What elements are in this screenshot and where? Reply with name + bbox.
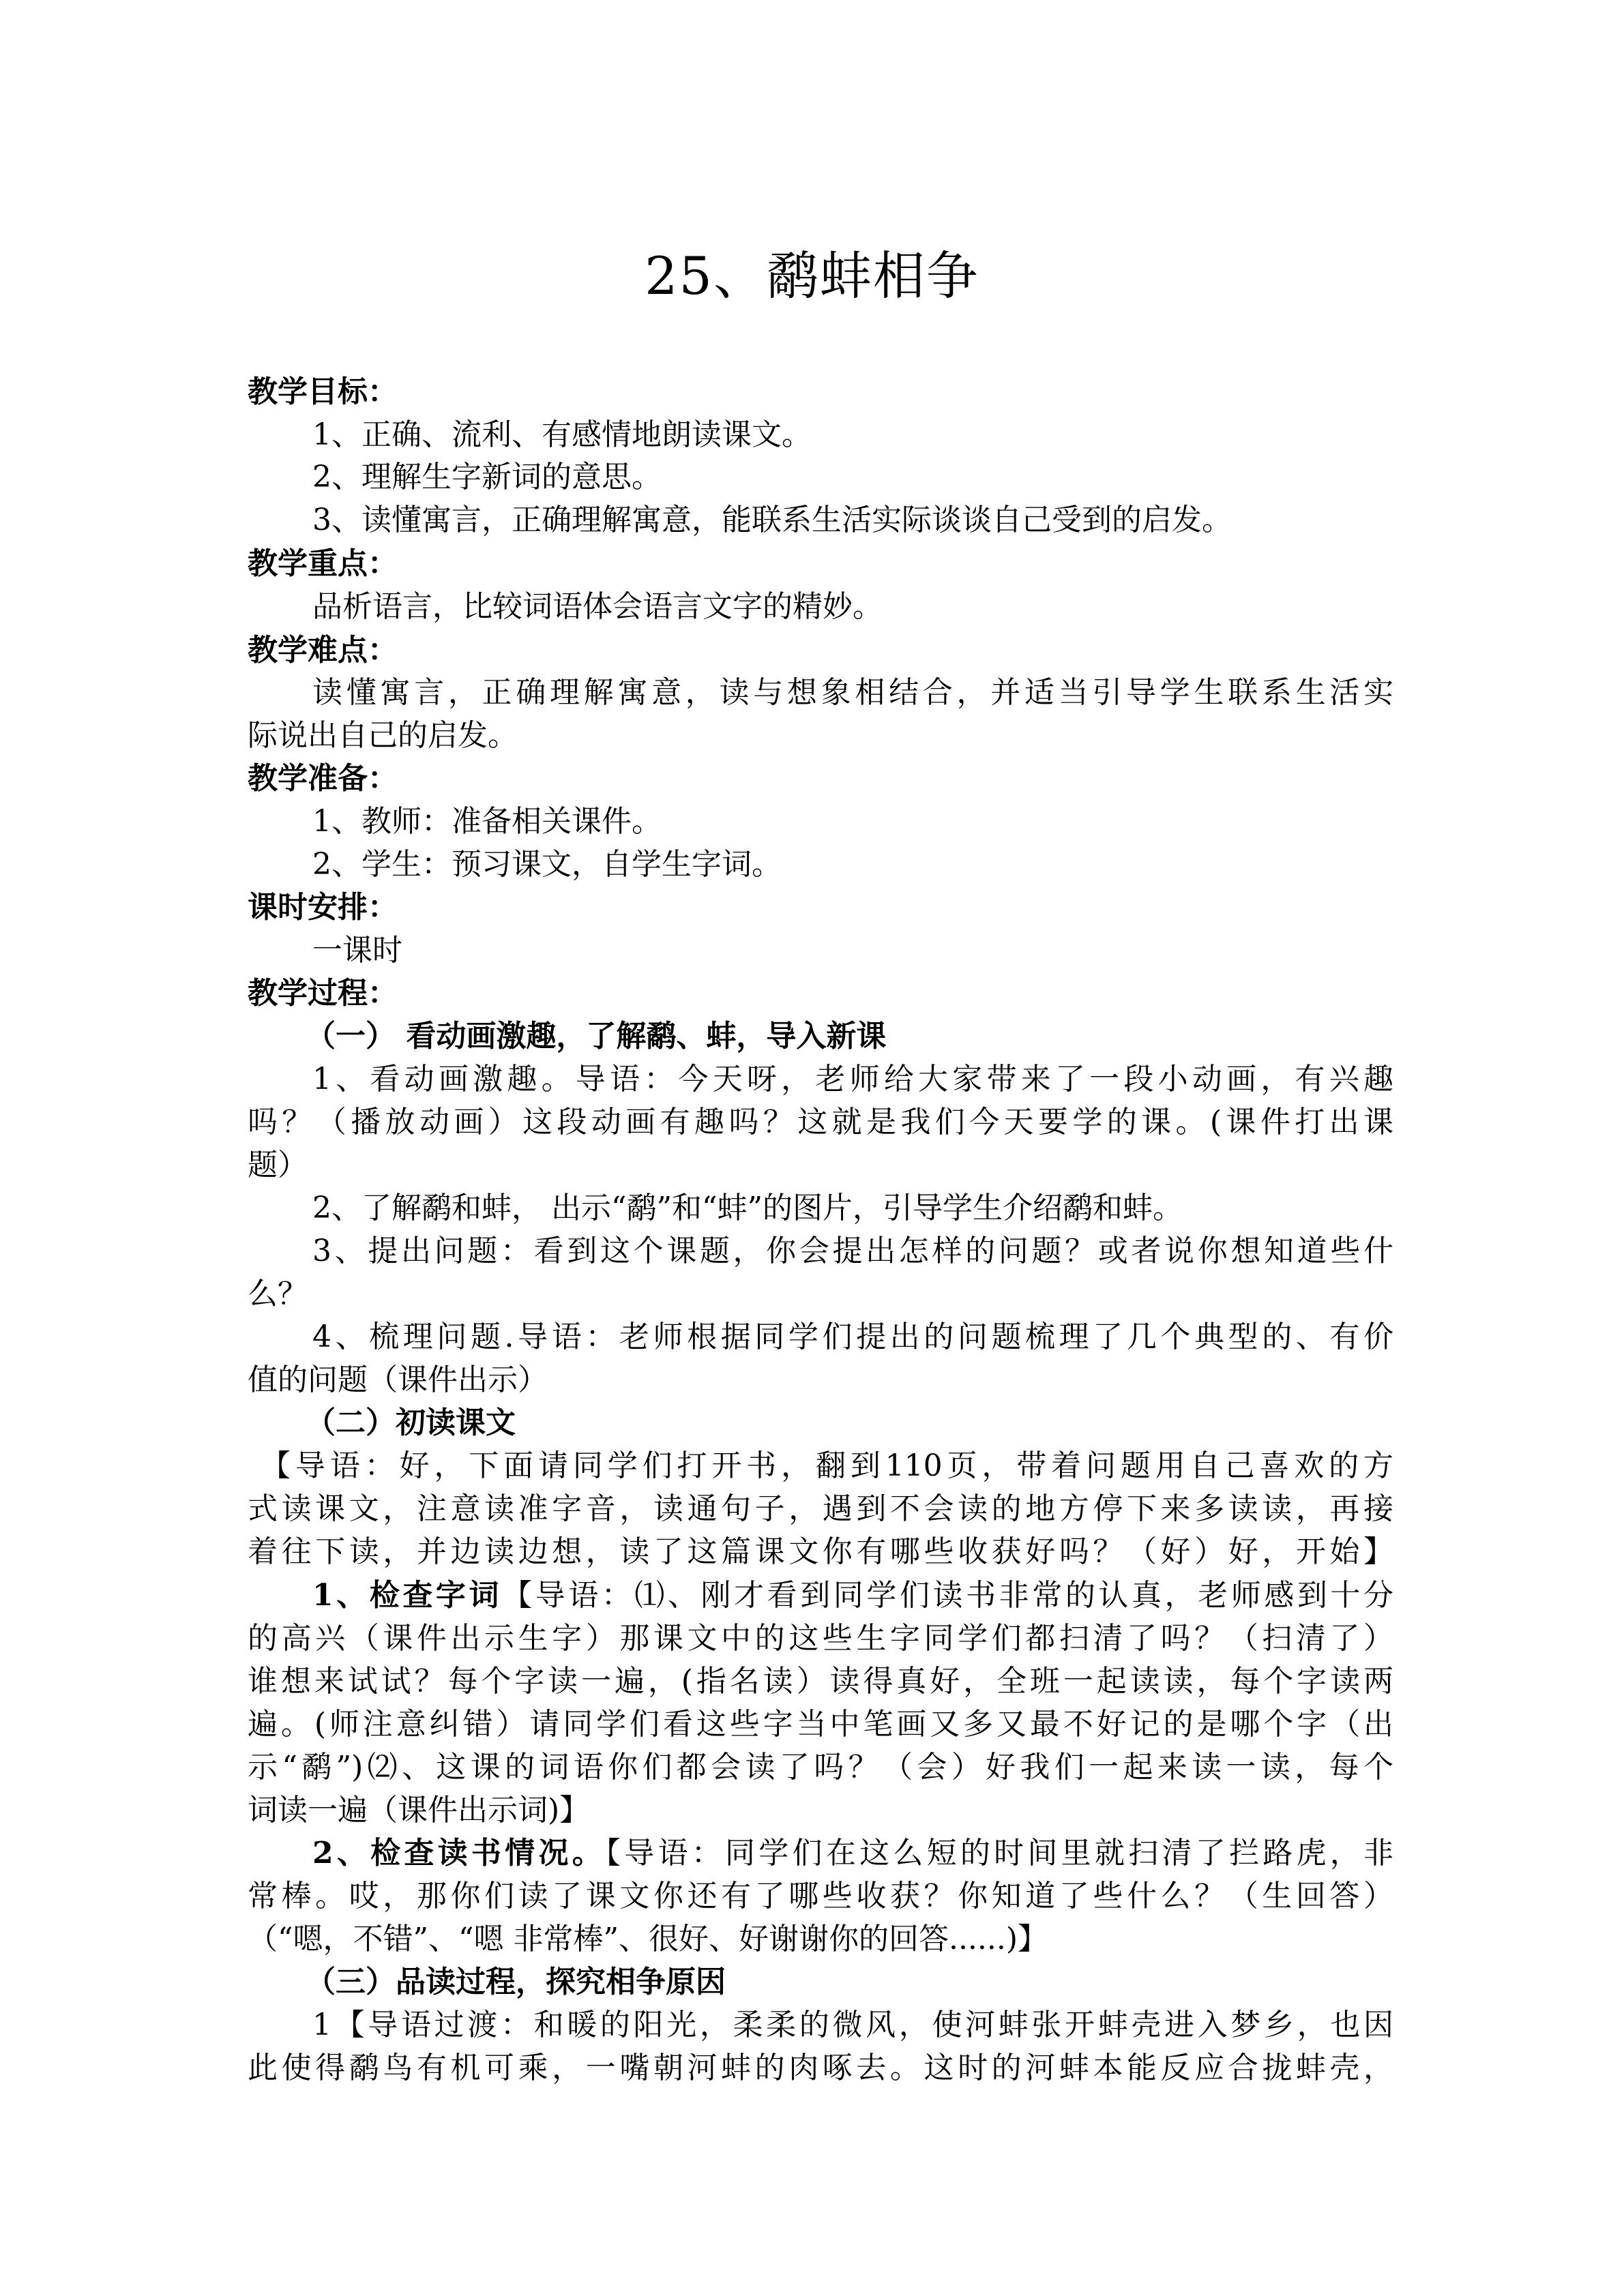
paragraph-line: 示“鹬”)⑵、这课的词语你们都会读了吗？（会）好我们一起来读一读，每个: [248, 1750, 1393, 1785]
paragraph-line: 值的问题（课件出示）: [248, 1362, 548, 1397]
section-heading-schedule: 课时安排：: [248, 890, 398, 925]
section-heading-key-points: 教学重点：: [248, 546, 398, 581]
paragraph-line: 1【导语过渡：和暖的阳光，柔柔的微风，使河蚌张开蚌壳进入梦乡，也因: [312, 2008, 1393, 2042]
paragraph-line: [312, 1833, 1393, 1874]
preparation-item: 2、学生：预习课文，自学生字词。: [312, 847, 782, 882]
inline-bold-label: 1、检查字词: [312, 1578, 503, 1613]
paragraph-line: 遍。(师注意纠错）请同学们看这些字当中笔画又多又最不好记的是哪个字（出: [248, 1707, 1393, 1742]
paragraph-line: 的高兴（课件出示生字）那课文中的这些生字同学们都扫清了吗？（扫清了）: [248, 1621, 1393, 1656]
subsection-heading: （二）初读课文: [306, 1405, 516, 1440]
subsection-heading: （一） 看动画激趣，了解鹬、蚌，导入新课: [306, 1019, 887, 1054]
section-heading-difficulties: 教学难点：: [248, 633, 398, 668]
paragraph-line: 式读课文，注意读准字音，读通句子，遇到不会读的地方停下来多读读，再接: [248, 1491, 1393, 1526]
page-title: 25、鹬蚌相争: [645, 245, 979, 306]
paragraph-line: 【导语：好，下面请同学们打开书，翻到110页，带着问题用自己喜欢的方: [261, 1448, 1393, 1483]
section-heading-preparation: 教学准备：: [248, 761, 398, 796]
paragraph-line: 吗？（播放动画）这段动画有趣吗？这就是我们今天要学的课。(课件打出课: [248, 1105, 1393, 1139]
paragraph-line: 词读一遍（课件出示词)】: [248, 1793, 590, 1828]
paragraph-line: 读懂寓言，正确理解寓意，读与想象相结合，并适当引导学生联系生活实: [312, 675, 1393, 710]
paragraph-line: 常棒。哎，那你们读了课文你还有了哪些收获？你知道了些什么？（生回答）: [248, 1879, 1393, 1913]
paragraph-line: 题）: [248, 1148, 308, 1182]
paragraph-rest: 【导语：⑴、刚才看到同学们读书非常的认真，老师感到十分: [502, 1578, 1393, 1613]
section-heading-objectives: 教学目标：: [248, 374, 398, 409]
paragraph-line: 谁想来试试？每个字读一遍，(指名读）读得真好，全班一起读读，每个字读两: [248, 1664, 1393, 1699]
paragraph-line: 此使得鹬鸟有机可乘，一嘴朝河蚌的肉啄去。这时的河蚌本能反应合拢蚌壳，: [248, 2051, 1393, 2085]
inline-bold-label: 2、检查读书情况。: [312, 1836, 606, 1870]
paragraph-line: （“嗯，不错”、“嗯 非常棒”、很好、好谢谢你的回答......)】: [248, 1922, 1048, 1956]
objective-item: 3、读懂寓言，正确理解寓意，能联系生活实际谈谈自己受到的启发。: [312, 503, 1232, 537]
paragraph-line: 3、提出问题：看到这个课题，你会提出怎样的问题？或者说你想知道些什: [312, 1234, 1393, 1268]
paragraph-line: 4、梳理问题.导语：老师根据同学们提出的问题梳理了几个典型的、有价: [312, 1320, 1393, 1354]
preparation-item: 1、教师：准备相关课件。: [312, 804, 662, 839]
paragraph-line: 品析语言，比较词语体会语言文字的精妙。: [312, 589, 883, 624]
paragraph-line: 1、看动画激趣。导语：今天呀，老师给大家带来了一段小动画，有兴趣: [312, 1062, 1393, 1097]
paragraph-line: 着往下读，并边读边想，读了这篇课文你有哪些收获好吗？（好）好，开始】: [248, 1534, 1393, 1569]
section-heading-process: 教学过程：: [248, 976, 398, 1011]
paragraph-line: 2、了解鹬和蚌， 出示“鹬”和“蚌”的图片，引导学生介绍鹬和蚌。: [312, 1191, 1183, 1225]
paragraph-line: 一课时: [312, 933, 402, 968]
paragraph-line: [312, 1575, 1393, 1616]
subsection-heading: （三）品读过程，探究相争原因: [306, 1965, 726, 1999]
paragraph-rest: 【导语：同学们在这么短的时间里就扫清了拦路虎，非: [605, 1836, 1394, 1870]
paragraph-line: 际说出自己的启发。: [248, 718, 518, 753]
paragraph-line: 么？: [248, 1277, 308, 1311]
objective-item: 2、理解生字新词的意思。: [312, 460, 662, 494]
objective-item: 1、正确、流利、有感情地朗读课文。: [312, 417, 812, 452]
